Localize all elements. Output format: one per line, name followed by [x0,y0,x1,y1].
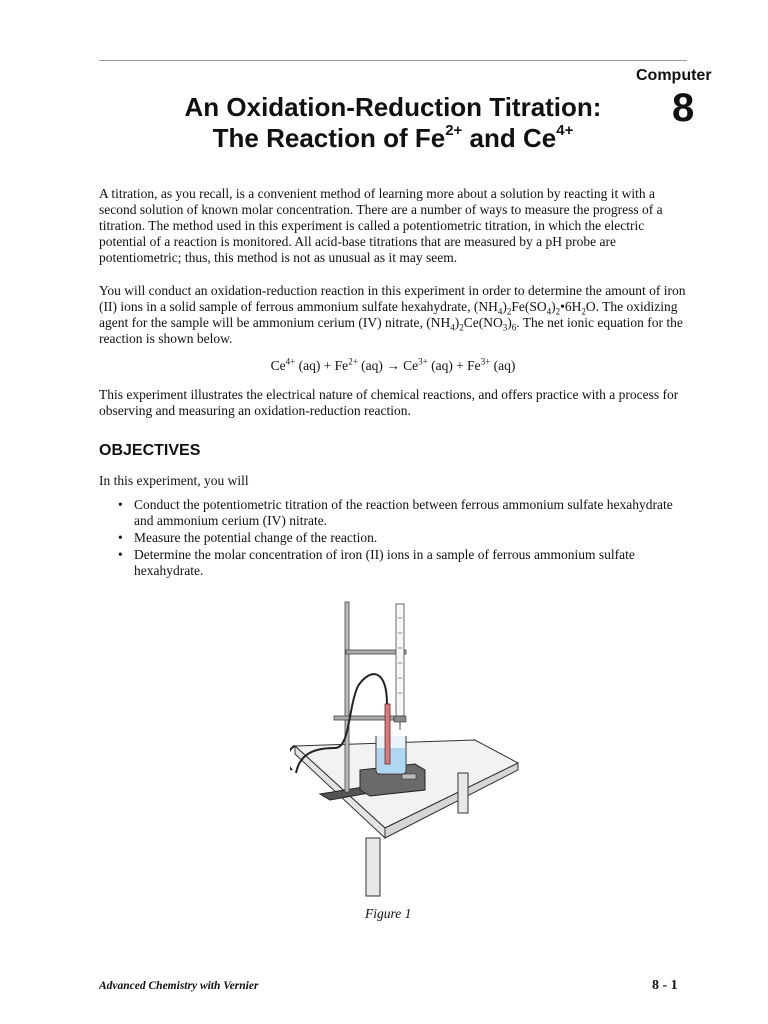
footer-book-title: Advanced Chemistry with Vernier [99,980,259,992]
objectives-heading: OBJECTIVES [99,442,201,459]
chapter-number: 8 [672,86,695,130]
list-item: • Measure the potential change of the reaction. [118,530,378,545]
objectives-list [112,497,682,580]
summary-paragraph: This experiment illustrates the electrical nature of chemical reactions, and offers practice with a process for observing and measuring an oxidation-reduction reaction. [99,387,679,418]
title-ce: and Ce [462,123,557,153]
table-leg-right [458,773,468,813]
bullet-icon: • [118,530,123,545]
footer-page-number: 8 - 1 [652,978,678,993]
intro-paragraph: A titration, as you recall, is a convenient method of learning more about a solution by reacting it with a second solution of known molar concentration. There are a number of ways to measure the progress of a titration. The method used in this experiment is called a potentiometric titration, in which the electric potential of a reaction is monitored. All acid-base titrations that are measured by a pH probe are potentiometric; thus, this method is not as unusual as it may seem. [99,186,663,265]
header-rule [99,60,687,61]
list-item: • Determine the molar concentration of iron (II) ions in a sample of ferrous ammonium sulfate hexahydrate. [118,547,635,578]
list-item: • Conduct the potentiometric titration of the reaction between ferrous ammonium sulfate hexahydrate and ammonium cerium (IV) nitrate. [118,497,673,528]
bullet-icon: • [118,547,123,562]
title-fe: The Reaction of Fe [212,123,446,153]
title-ce-charge: 4+ [556,122,574,140]
titration-apparatus-figure [290,598,520,898]
computer-label: Computer [636,67,712,84]
table-leg-front [366,838,380,896]
figure-caption: Figure 1 [365,906,412,921]
procedure-paragraph: You will conduct an oxidation-reduction reaction in this experiment in order to determine the amount of iron (II) ions in a solid sample of ferrous ammonium sulfate hexahydrate, $(NH_4)_2Fe(SO_4)_2•6H_2O$. The oxidizing agent for the sample will be ammonium cerium (IV) nitrate, $(NH_4)_2Ce(NO_3)_6$. The net ionic equation for the reaction is shown below. [99,283,686,346]
net-ionic-equation: $Ce^{4+}$ $(aq) + Fe^{2+}$ $(aq) \to Ce^{3+}$ $(aq) + Fe^{3+}$ (aq) [270,356,516,373]
objectives-intro: In this experiment, you will [99,473,249,488]
electrode [385,704,390,764]
burette [396,604,404,716]
title-fe-charge: 2+ [445,122,463,140]
title-line-1: An Oxidation-Reduction Titration: [184,92,602,122]
bullet-icon: • [118,497,123,512]
title-line-2 [99,123,687,154]
stand-rod [345,602,349,792]
page-title [99,92,687,154]
